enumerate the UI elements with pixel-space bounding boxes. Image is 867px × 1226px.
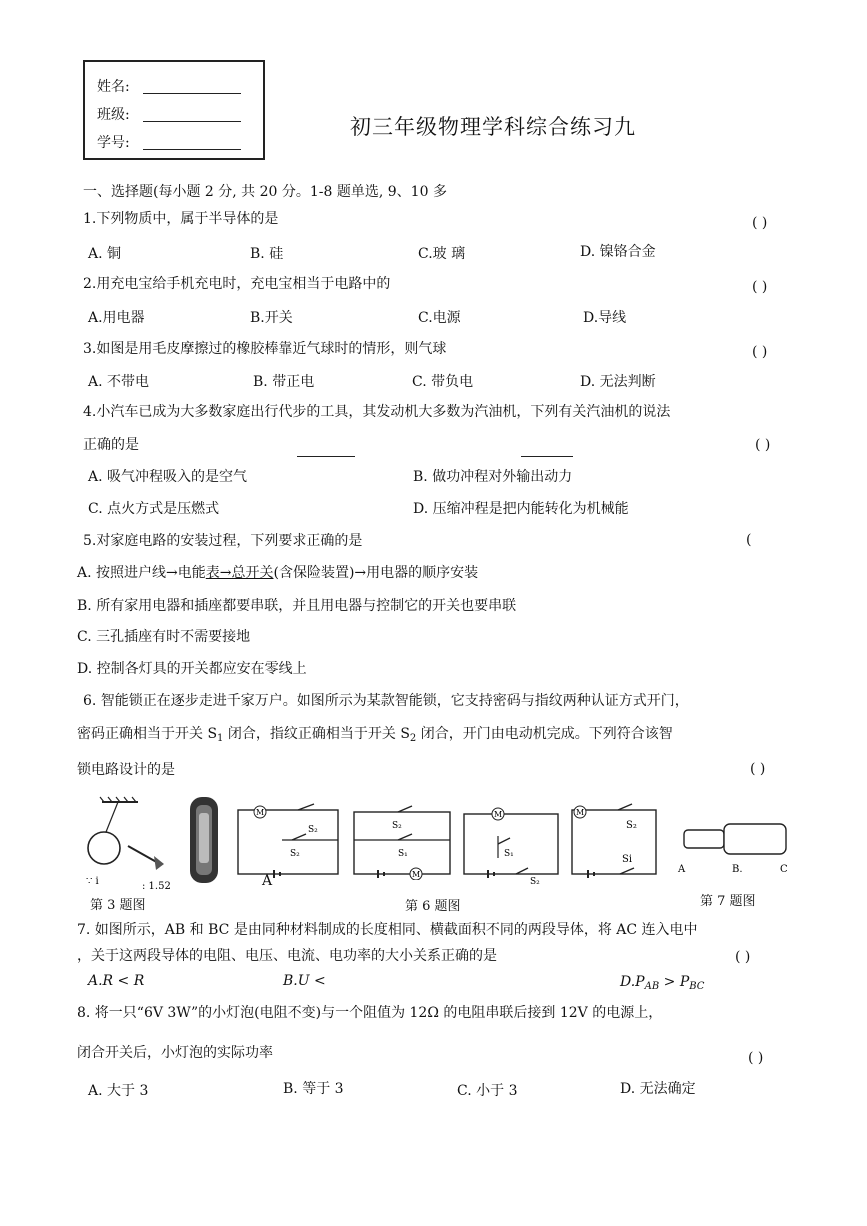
fig3-balloon-figure — [80, 792, 200, 892]
fig7-conductor-figure — [676, 818, 794, 878]
q7-option-d — [620, 973, 704, 996]
q6-answer-paren[interactable]: ( ) — [750, 761, 766, 777]
q5-option-c: C. 三孔插座有时不需要接地 — [77, 629, 251, 645]
q4-stem-line2: 正确的是 — [83, 437, 139, 453]
q3-option-d: D. 无法判断 — [580, 374, 656, 390]
q4-stem-line1: 4.小汽车已成为大多数家庭出行代步的工具，其发动机大多数为汽油机，下列有关汽油机的说法 — [83, 404, 671, 420]
fig6-circuit-c — [458, 800, 564, 885]
fig6-b-s1: S₁ — [398, 849, 408, 859]
q6-line1: 6. 智能锁正在逐步走进千家万户。如图所示为某款智能锁，它支持密码与指纹两种认证方式开门， — [83, 693, 689, 709]
number-label: 学号: — [97, 135, 130, 151]
q2-option-c: C.电源 — [418, 310, 461, 326]
q7-line2: ，关于这两段导体的电阻、电压、电流、电功率的大小关系正确的是 — [77, 948, 497, 964]
fig6-d-s2: S₂ — [626, 820, 637, 831]
q7-option-d-sub2: BC — [689, 981, 705, 992]
fig3-marks: ∵ i — [86, 876, 99, 887]
q8-option-a: A. 大于 3 — [88, 1083, 149, 1099]
q5-option-a-underlined: 表→总开关 — [205, 565, 274, 581]
q4-option-a: A. 吸气冲程吸入的是空气 — [88, 469, 248, 485]
q4-blank-1 — [297, 455, 355, 457]
fig7-label-c: C — [780, 864, 788, 875]
fig6-d-motor: M — [576, 808, 585, 817]
q6-sub-2: 2 — [409, 733, 417, 744]
q3-option-a: A. 不带电 — [88, 374, 150, 390]
q7-option-d-pre: D.P — [620, 974, 645, 990]
q4-answer-paren[interactable]: ( ) — [755, 437, 771, 453]
q4-option-d: D. 压缩冲程是把内能转化为机械能 — [413, 501, 629, 517]
fig6-circuit-d — [566, 800, 666, 880]
fig6-c-motor: M — [494, 810, 503, 819]
q1-option-a: A. 铜 — [88, 246, 122, 262]
number-blank[interactable] — [143, 148, 241, 150]
q5-stem: 5.对家庭电路的安装过程，下列要求正确的是 — [83, 533, 363, 549]
fig6-circuit-b — [348, 800, 454, 880]
q3-stem: 3.如图是用毛皮摩擦过的橡胶棒靠近气球时的情形，则气球 — [83, 341, 447, 357]
q8-line2: 闭合开关后，小灯泡的实际功率 — [77, 1045, 273, 1061]
q4-option-c: C. 点火方式是压燃式 — [88, 501, 220, 517]
fig6-a-s2-top: S₂ — [308, 825, 318, 835]
q4-blank-2 — [521, 455, 573, 457]
q1-stem: 1.下列物质中，属于半导体的是 — [83, 211, 279, 227]
q5-option-b: B. 所有家用电器和插座都要串联，并且用电器与控制它的开关也要串联 — [77, 598, 517, 614]
q3-answer-paren[interactable]: ( ) — [752, 344, 768, 360]
q1-answer-paren[interactable]: ( ) — [752, 215, 768, 231]
q2-option-b: B.开关 — [250, 310, 293, 326]
q3-option-c: C. 带负电 — [412, 374, 474, 390]
q6-line2 — [77, 725, 673, 748]
fig6-d-si: Si — [622, 854, 633, 865]
q5-answer-paren[interactable]: ( — [746, 532, 752, 548]
q7-option-d-sub1: AB — [644, 981, 660, 992]
q6-line3: 锁电路设计的是 — [77, 762, 175, 778]
q2-option-d: D.导线 — [583, 310, 627, 326]
fig6-b-s2: S₂ — [392, 821, 402, 831]
q8-answer-paren[interactable]: ( ) — [748, 1050, 764, 1066]
q1-option-c: C.玻 璃 — [418, 246, 466, 262]
q8-option-d: D. 无法确定 — [620, 1081, 696, 1097]
fig3-number: : 1.52 — [142, 881, 171, 892]
fig6-smart-lock-image — [186, 795, 222, 885]
fig7-label-b: B. — [732, 864, 743, 875]
fig6-b-motor: M — [412, 870, 421, 879]
fig6-caption: 第 6 题图 — [405, 899, 461, 914]
q7-answer-paren[interactable]: ( ) — [735, 949, 751, 965]
fig6-a-motor: M — [256, 808, 265, 817]
fig6-c-s2: S₂ — [530, 877, 540, 885]
q6-line2-pre: 密码正确相当于开关 S — [77, 726, 218, 742]
q4-option-b: B. 做功冲程对外输出动力 — [413, 469, 573, 485]
q6-sub-1: 1 — [217, 733, 224, 744]
q7-option-a: A.R < R — [88, 973, 145, 989]
q2-option-a: A.用电器 — [88, 310, 145, 326]
q1-option-d: D. 镍铬合金 — [580, 244, 656, 260]
fig7-caption: 第 7 题图 — [700, 894, 756, 909]
fig6-c-s1: S₁ — [504, 849, 514, 859]
q1-option-b: B. 硅 — [250, 246, 284, 262]
fig6-a-s2-bottom: S₂ — [290, 849, 300, 859]
q6-line2-post: 闭合，开门由电动机完成。下列符合该智 — [420, 726, 673, 742]
q8-option-c: C. 小于 3 — [457, 1083, 518, 1099]
q7-option-d-mid: > P — [659, 974, 690, 990]
class-label: 班级: — [97, 107, 130, 123]
q7-option-b: B.U < — [283, 973, 326, 989]
fig6-circuit-a — [232, 800, 344, 880]
q5-option-a-pre: A. 按照进户线→电能 — [77, 565, 206, 581]
page-title: 初三年级物理学科综合练习九 — [350, 115, 636, 139]
q5-option-a-post: (含保险装置)→用电器的顺序安装 — [273, 565, 479, 581]
q5-option-d: D. 控制各灯具的开关都应安在零线上 — [77, 661, 307, 677]
q6-line2-mid: 闭合，指纹正确相当于开关 S — [227, 726, 410, 742]
q8-option-b: B. 等于 3 — [283, 1081, 344, 1097]
q2-stem: 2.用充电宝给手机充电时，充电宝相当于电路中的 — [83, 276, 391, 292]
q8-line1: 8. 将一只“6V 3W”的小灯泡(电阻不变)与一个阻值为 12Ω 的电阻串联后接到 12V 的电源上， — [77, 1005, 663, 1021]
name-blank[interactable] — [143, 92, 241, 94]
q2-answer-paren[interactable]: ( ) — [752, 279, 768, 295]
q7-line1: 7. 如图所示，AB 和 BC 是由同种材料制成的长度相同、横截面积不同的两段导体，将 AC 连入电中 — [77, 922, 698, 938]
q5-option-a — [77, 564, 478, 582]
q3-option-b: B. 带正电 — [253, 374, 315, 390]
fig3-caption: 第 3 题图 — [90, 898, 146, 913]
class-blank[interactable] — [143, 120, 241, 122]
fig6-option-a-label: A — [262, 873, 273, 889]
name-label: 姓名: — [97, 79, 130, 95]
fig7-label-a: A — [678, 864, 686, 875]
section-heading: 一、选择题(每小题 2 分, 共 20 分。1-8 题单选, 9、10 多 — [83, 184, 447, 200]
student-info-box — [83, 60, 265, 160]
